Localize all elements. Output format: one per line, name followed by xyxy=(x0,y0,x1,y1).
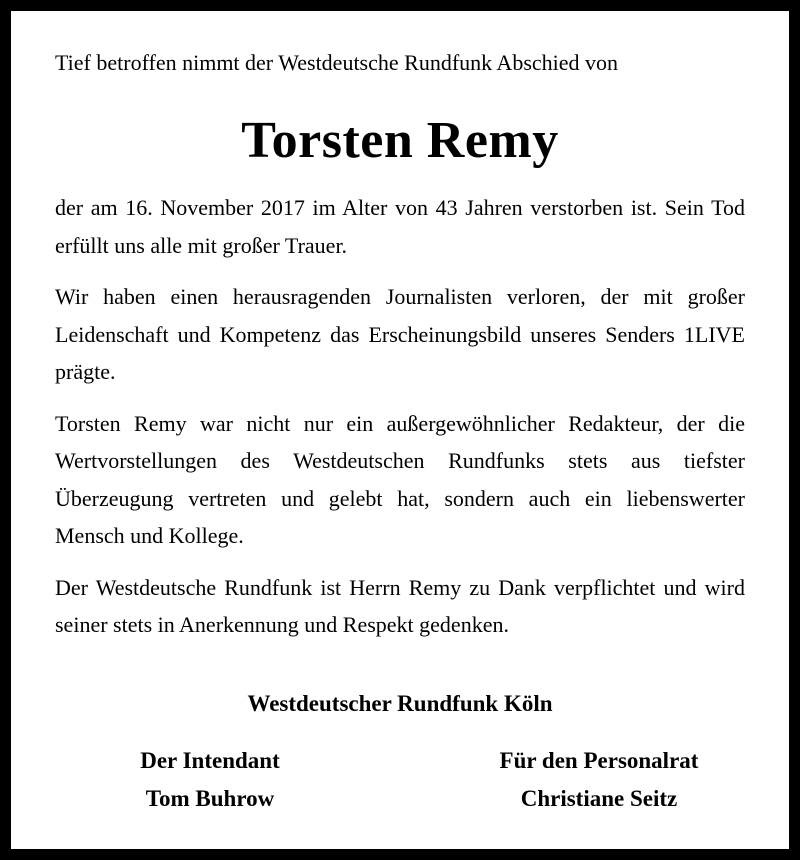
signer-name: Tom Buhrow xyxy=(145,785,275,811)
signer-name: Christiane Seitz xyxy=(520,785,678,811)
signer-personalrat xyxy=(429,742,769,818)
intro-line: Tief betroffen nimmt der Westdeutsche Rundfunk Abschied von xyxy=(55,50,619,75)
signer-intendant xyxy=(45,742,375,818)
paragraph-death-date: der am 16. November 2017 im Alter von 43 Jahren verstorben ist. Sein Tod erfüllt uns alle mit großer Trauer. xyxy=(55,195,745,258)
signatures xyxy=(55,742,745,818)
signer-role: Der Intendant xyxy=(140,747,280,773)
organization-name: Westdeutscher Rundfunk Köln xyxy=(247,690,553,716)
deceased-name: Torsten Remy xyxy=(241,112,559,169)
paragraph-career: Wir haben einen herausragenden Journalisten verloren, der mit großer Leidenschaft und Kompetenz das Erscheinungsbild unseres Senders 1LIVE prägte. xyxy=(55,284,745,384)
paragraph-gratitude: Der Westdeutsche Rundfunk ist Herrn Remy zu Dank verpflichtet und wird seiner stets in Anerkennung und Respekt gedenken. xyxy=(55,574,745,637)
paragraph-character: Torsten Remy war nicht nur ein außergewöhnlicher Redakteur, der die Wertvorstellungen des Westdeutschen Rundfunks stets aus tiefster Überzeugung vertreten und gelebt hat, sondern auch ein liebenswerter Mensch und Kollege. xyxy=(55,410,745,548)
notice-content xyxy=(55,45,745,818)
signer-role: Für den Personalrat xyxy=(499,747,699,773)
